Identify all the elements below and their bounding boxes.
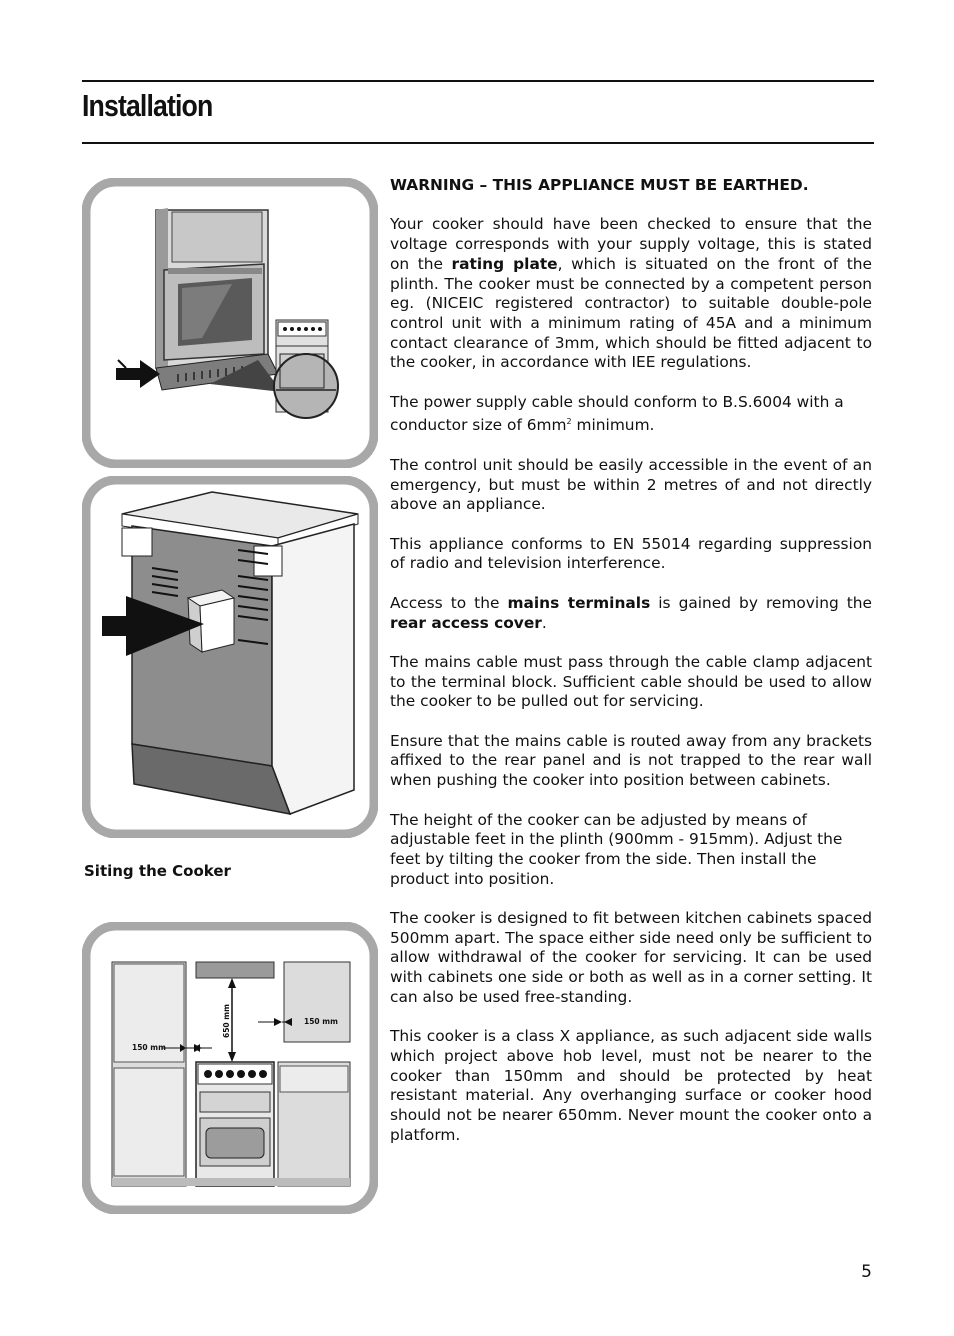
paragraph-cabinet-spacing: The cooker is designed to fit between kitchen cabinets spaced 500mm apart. The space either side need only be sufficient to allow withdrawal of the cooker for servicing. It can be used with cabinets one side or both as well as in a corner setting. It can also be used free-standing. [390, 909, 872, 1006]
paragraph-interference: This appliance conforms to EN 55014 regarding suppression of radio and television interference. [390, 534, 872, 573]
paragraph-voltage: Your cooker should have been checked to ensure that the voltage corresponds with your supply voltage, this is stated on the rating plate, which is situated on the front of the plinth. The cooker must be connected by a competent person eg. (NICEIC registered contractor) to suitable double-pole control unit with a minimum rating of 45A and a minimum contact clearance of 3mm, which should be fitted adjacent to the cooker, in accordance with IEE regulations. [390, 215, 872, 372]
paragraph-cable-size: The power supply cable should conform to B.S.6004 with a conductor size of $6mm^2$ minimum. [390, 392, 844, 435]
siting-clearance-diagram [82, 922, 378, 1214]
paragraph-control-unit: The control unit should be easily accessible in the event of an emergency, but must be within 2 metres of and not directly above an appliance. [390, 455, 872, 514]
paragraph-cable-clamp: The mains cable must pass through the cable clamp adjacent to the terminal block. Sufficient cable should be used to allow the cooker to be pulled out for servicing. [390, 652, 872, 711]
paragraph-class-x: This cooker is a class X appliance, as such adjacent side walls which project above hob level, must not be nearer to the cooker than 150mm and should be protected by heat resistant material. Any overhanging surface or cooker hood should not be nearer 650mm. Never mount the cooker onto a platform. [390, 1027, 872, 1144]
title-underline [82, 142, 874, 144]
rear-access-cover-illustration [82, 476, 378, 838]
installation-text [390, 176, 872, 1165]
dim-650-label: 650 mm [222, 1004, 231, 1038]
paragraph-cable-routing: Ensure that the mains cable is routed away from any brackets affixed to the rear panel and is not trapped to the rear wall when pushing the cooker into position between cabinets. [390, 731, 872, 790]
dim-150-left-label: 150 mm [132, 1043, 166, 1052]
paragraph-height-adjust: The height of the cooker can be adjusted by means of adjustable feet in the plinth (900mm - 915mm). Adjust the feet by tilting the cooker from the side. Then install the product into position. [390, 810, 843, 888]
page-number: 5 [861, 1262, 872, 1282]
paragraph-mains-terminals: Access to the mains terminals is gained by removing the rear access cover. [390, 593, 872, 632]
siting-heading: Siting the Cooker [84, 862, 231, 880]
rating-plate-illustration [82, 178, 378, 468]
top-rule [82, 80, 874, 82]
earthing-warning: WARNING – THIS APPLIANCE MUST BE EARTHED. [390, 176, 809, 194]
page-title: Installation [82, 88, 213, 123]
dim-150-right-label: 150 mm [304, 1017, 338, 1026]
